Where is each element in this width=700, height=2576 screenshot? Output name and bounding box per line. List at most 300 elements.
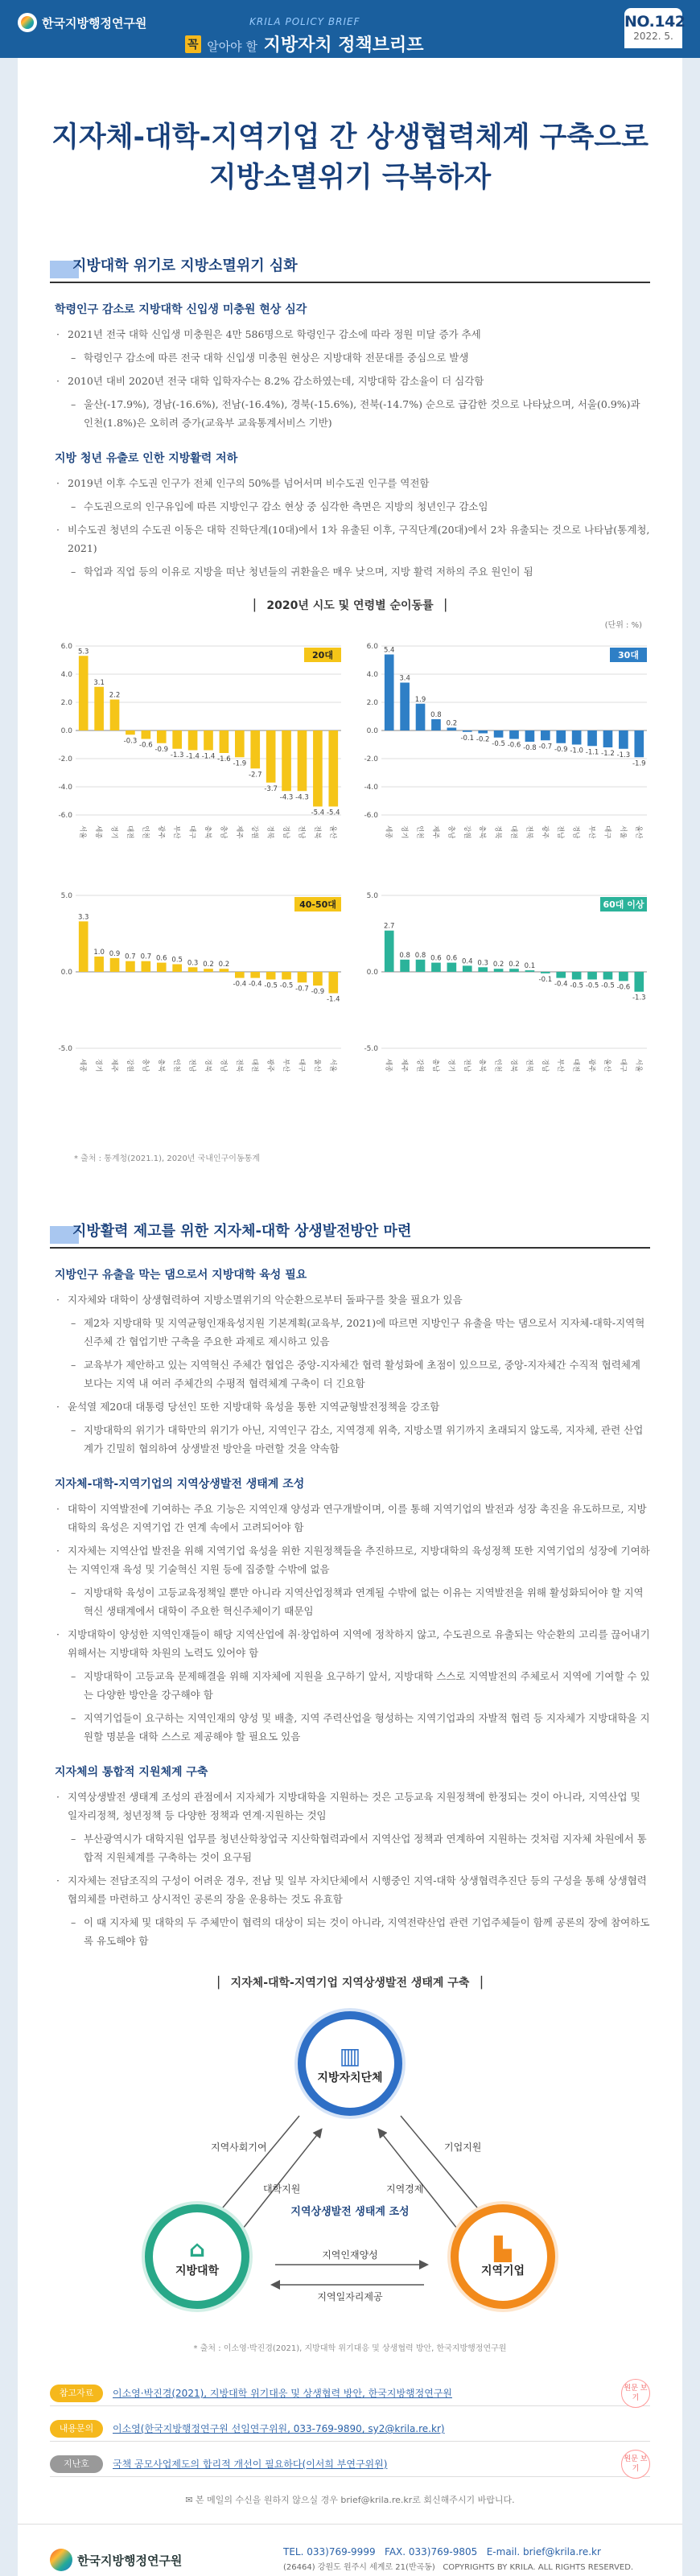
y-tick-label: -2.0 — [364, 755, 378, 763]
data-label: 0.2 — [446, 719, 458, 728]
bullet-mark: · — [56, 1874, 60, 1887]
bullet-mark: · — [56, 1294, 60, 1306]
x-tick-label: 전북 — [525, 825, 533, 839]
data-label: -0.5 — [601, 981, 615, 990]
bar — [587, 972, 597, 980]
y-tick-label: -6.0 — [364, 812, 378, 820]
org-logo[interactable] — [18, 13, 146, 32]
bullet-mark: – — [71, 500, 76, 512]
data-label: 0.5 — [171, 956, 183, 965]
data-label: -1.6 — [217, 755, 231, 763]
y-tick-label: 0.0 — [366, 969, 378, 977]
footer-tel: TEL. 033)769-9999 — [283, 2546, 376, 2557]
data-label: 0.3 — [477, 959, 488, 968]
reference-tag: 지난호 — [50, 2455, 103, 2473]
x-tick-label: 충남 — [141, 1059, 150, 1072]
x-tick-label: 전북 — [312, 825, 321, 839]
bar — [603, 730, 613, 747]
footer-copyright: COPYRIGHTS BY KRILA. ALL RIGHTS RESERVED. — [443, 2563, 634, 2572]
bar — [416, 704, 426, 730]
data-label: -4.3 — [279, 793, 294, 802]
bar — [172, 730, 182, 749]
section-2-heading: 지방활력 제고를 위한 지자체-대학 상생발전방안 마련 — [72, 1223, 412, 1240]
reference-row — [50, 2451, 650, 2477]
list-item — [50, 1500, 650, 1537]
data-label: 0.6 — [446, 954, 458, 963]
bullet-mark: – — [71, 1670, 76, 1682]
bar — [541, 730, 550, 740]
list-item — [50, 474, 650, 492]
list-item — [50, 1788, 650, 1825]
diagram-center-label: 지역상생발전 생태계 조성 — [290, 2206, 410, 2218]
bar — [572, 730, 582, 745]
item-text: 교육부가 제안하고 있는 지역혁신 주체간 협업은 중앙-지자체간 협력 활성화에 초점이 있으므로, 중앙-지자체간 수직적 협력체계보다는 지역 내 여러 주체간의 수평적 협력체계 구축이 더 긴요함 — [84, 1359, 640, 1389]
bar — [313, 730, 323, 807]
brief-main: 지방자치 정책브리프 — [263, 35, 424, 56]
bar — [220, 730, 229, 753]
x-tick-label: 경남 — [571, 825, 580, 839]
item-text: 윤석열 제20대 대통령 당선인 또한 지방대학 육성을 통한 지역균형발전정책을 강조함 — [68, 1401, 440, 1413]
list-item — [50, 1356, 650, 1393]
footer-logo[interactable] — [50, 2549, 211, 2571]
x-tick-label: 경남 — [540, 1059, 549, 1072]
list-item — [50, 1541, 650, 1578]
item-text: 지방대학이 고등교육 문제해결을 위해 지자체에 지원을 요구하기 앞서, 지방대학 스스로 지역발전의 주체로서 지역에 기여할 수 있는 다양한 방안을 강구해야 함 — [84, 1670, 650, 1701]
view-original-button[interactable]: 원문 보기 — [621, 2450, 650, 2479]
x-tick-label: 울산 — [312, 1059, 321, 1072]
x-tick-label: 경기 — [447, 1059, 455, 1072]
section-2-header — [50, 1220, 650, 1249]
unsubscribe-notice — [18, 2493, 682, 2525]
item-text: 2019년 이후 수도권 인구가 전체 인구의 50%를 넘어서며 비수도권 인구를 역전함 — [68, 477, 430, 489]
data-label: -1.9 — [233, 759, 247, 768]
bar — [157, 730, 167, 743]
data-label: -4.3 — [295, 793, 309, 802]
data-label: 2.7 — [383, 922, 395, 931]
bullet-mark: · — [56, 1628, 60, 1640]
x-tick-label: 전남 — [187, 1059, 196, 1072]
x-tick-label: 제주 — [109, 1059, 118, 1072]
x-tick-label: 울산 — [603, 1059, 611, 1072]
list-item — [50, 497, 650, 516]
bar — [478, 730, 488, 734]
list-item — [50, 1709, 650, 1746]
data-label: -0.6 — [507, 741, 521, 750]
x-tick-label: 전북 — [234, 1059, 243, 1072]
list-item — [50, 1667, 650, 1704]
arrow-line — [401, 2116, 481, 2212]
x-tick-label: 광주 — [156, 825, 165, 839]
reference-row — [50, 2416, 650, 2442]
bar — [603, 972, 613, 980]
x-tick-label: 충북 — [156, 1059, 165, 1072]
x-tick-label: 충북 — [204, 825, 212, 839]
data-label: -0.7 — [295, 985, 309, 994]
factory-icon: ▙ — [494, 2235, 512, 2262]
y-tick-label: -5.0 — [364, 1045, 378, 1053]
x-tick-label: 제주 — [400, 1059, 409, 1072]
data-label: -1.2 — [601, 750, 615, 758]
bar — [142, 730, 151, 739]
item-text: 지역상생발전 생태계 조성의 관점에서 지자체가 지방대학을 지원하는 것은 고등교육 지원정책에 한정되는 것이 아니라, 지역산업 및 일자리정책, 청년정책 등 다양한 정책과 연계·지원하는 것임 — [68, 1791, 640, 1821]
bar — [494, 730, 504, 738]
list-item — [50, 325, 650, 344]
edge-label: 지역사회기여 — [211, 2142, 267, 2153]
bar — [400, 683, 410, 731]
data-label: 3.1 — [93, 678, 105, 687]
bar — [250, 730, 260, 768]
y-tick-label: 4.0 — [60, 671, 72, 679]
list-item — [50, 1314, 650, 1351]
node-local-government — [298, 2011, 402, 2116]
footer-fax: FAX. 033)769-9805 — [385, 2546, 478, 2557]
edge-label: 지역일자리제공 — [317, 2291, 383, 2302]
data-label: -1.3 — [632, 994, 646, 1002]
page-title — [18, 117, 682, 198]
x-tick-label: 대구 — [603, 825, 611, 839]
y-tick-label: 0.0 — [60, 727, 72, 735]
data-label: 0.6 — [155, 954, 167, 963]
brief-mid: 알아야 할 — [207, 39, 257, 54]
bar — [298, 972, 307, 982]
bar — [416, 960, 426, 972]
data-label: 5.3 — [77, 648, 89, 656]
item-text: 울산(-17.9%), 경남(-16.6%), 전남(-16.4%), 경북(-15.6%), 전북(-14.7%) 순으로 급감한 것으로 나타났으며, 서울(0.9%)과 인천(1.8%)은 오히려 증가(교육부 교육통계서비스 기반) — [84, 398, 640, 429]
item-text: 이 때 지자체 및 대학의 두 주체만이 협력의 대상이 되는 것이 아니라, 지역전략산업 관련 기업주체들이 함께 공론의 장에 참여하도록 유도해야 함 — [84, 1916, 650, 1947]
bullet-mark: · — [56, 1791, 60, 1803]
bullet-mark: – — [71, 1712, 76, 1724]
bar — [400, 960, 410, 972]
data-label: -0.6 — [139, 741, 153, 750]
x-tick-label: 광주 — [266, 1059, 274, 1072]
item-text: 수도권으로의 인구유입에 따른 지방인구 감소 현상 중 심각한 측면은 지방의 청년인구 감소임 — [84, 500, 488, 512]
data-label: 0.7 — [140, 953, 152, 961]
y-tick-label: 6.0 — [366, 643, 378, 651]
list-item — [50, 1625, 650, 1662]
issue-date: 2022. 5. — [633, 31, 673, 42]
x-tick-label: 제주 — [234, 825, 243, 839]
item-text: 지자체는 지역산업 발전을 위해 지역기업 육성을 위한 지원정책들을 추진하므로, 지방대학의 육성정책 또한 지역기업의 성장에 기여하는 지역인재 육성 및 기술혁신 지원 등에 집중할 수밖에 없음 — [68, 1545, 650, 1575]
legend-label: 30대 — [618, 650, 639, 660]
bullet-mark: – — [71, 566, 76, 578]
data-label: 0.7 — [125, 953, 136, 961]
reference-row — [50, 2381, 650, 2406]
bullet-list — [50, 1500, 650, 1746]
x-tick-label: 대전 — [571, 1059, 580, 1072]
bar — [509, 969, 519, 972]
bullet-list — [50, 325, 650, 432]
bullet-mark: · — [56, 524, 60, 536]
item-text: 대학이 지역발전에 기여하는 주요 기능은 지역인재 양성과 연구개발이며, 이를 통해 지역기업의 발전과 성장 촉진을 유도하므로, 지방대학의 육성은 지역기업 간 연계 속에서 고려되어야 함 — [68, 1503, 647, 1533]
notice-text: 본 메일의 수신을 원하지 않으실 경우 brief@krila.re.kr로 회신해주시기 바랍니다. — [196, 2495, 515, 2505]
x-tick-label: 경남 — [282, 825, 290, 839]
bar — [188, 730, 198, 751]
item-text: 2021년 전국 대학 신입생 미충원은 4만 586명으로 학령인구 감소에 따라 정원 미달 증가 추세 — [68, 328, 481, 340]
item-text: 학업과 직업 등의 이유로 지방을 떠난 청년들의 귀환율은 매우 낮으며, 지방 활력 저하의 주요 원인이 됨 — [84, 566, 533, 578]
view-original-button[interactable]: 원문 보기 — [621, 2379, 650, 2408]
section-1-heading: 지방대학 위기로 지방소멸위기 심화 — [72, 257, 298, 274]
x-tick-label: 경북 — [493, 825, 502, 839]
x-tick-label: 전북 — [525, 1059, 533, 1072]
x-tick-label: 강원 — [125, 1059, 134, 1072]
list-item — [50, 521, 650, 558]
node-label: 지방자치단체 — [317, 2071, 383, 2084]
x-tick-label: 충남 — [430, 1059, 439, 1072]
data-label: 0.2 — [218, 961, 230, 969]
data-label: -0.8 — [523, 744, 537, 752]
bar — [266, 730, 276, 783]
legend-label: 20대 — [312, 650, 333, 660]
bar — [204, 969, 213, 972]
section-1-header — [50, 254, 650, 283]
footer-email[interactable]: E-mail. brief@krila.re.kr — [486, 2546, 601, 2557]
bar — [282, 730, 291, 791]
x-tick-label: 세종 — [384, 1059, 393, 1072]
x-tick-label: 인천 — [172, 1059, 181, 1072]
bar — [463, 965, 472, 972]
bar — [220, 969, 229, 972]
bar — [328, 730, 338, 807]
x-tick-label: 경기 — [94, 1059, 103, 1072]
bar — [188, 967, 198, 972]
x-tick-label: 세종 — [384, 825, 393, 839]
bar — [110, 700, 120, 731]
x-tick-label: 대전 — [125, 825, 134, 839]
x-tick-label: 인천 — [141, 825, 150, 839]
data-label: 0.2 — [203, 961, 214, 969]
data-label: -0.3 — [123, 737, 138, 746]
list-item — [50, 395, 650, 432]
list-item — [50, 562, 650, 581]
data-label: -0.2 — [476, 735, 490, 744]
building-icon: ▥ — [339, 2042, 361, 2069]
y-tick-label: 0.0 — [60, 969, 72, 977]
x-tick-label: 부산 — [282, 1059, 290, 1072]
x-tick-label: 서울 — [634, 1059, 643, 1072]
y-tick-label: 5.0 — [60, 892, 72, 900]
data-label: 1.0 — [93, 949, 105, 957]
bar — [94, 957, 104, 972]
item-text: 지방대학 육성이 고등교육정책일 뿐만 아니라 지역산업정책과 연계될 수밖에 없는 이유는 지역발전을 위해 활성화되어야 할 지역혁신 생태계에서 대학이 주요한 혁신주체이기 때문임 — [84, 1586, 644, 1617]
bullet-mark: – — [71, 1424, 76, 1436]
section-2-groups — [50, 1266, 650, 1950]
data-label: 0.6 — [430, 954, 442, 963]
item-text: 부산광역시가 대학지원 업무를 청년산학창업국 지산학협력과에서 지역산업 정책과 연계하여 지원하는 것처럼 지자체 차원에서 통합적 지원체계를 구축하는 것이 요구됨 — [84, 1833, 647, 1863]
legend-label: 40-50대 — [299, 899, 336, 910]
item-text: 비수도권 청년의 수도권 이동은 대학 진학단계(10대)에서 1차 유출된 이후, 구직단계(20대)에서 2차 유출되는 것으로 나타남(통계청, 2021) — [68, 524, 650, 554]
data-label: -0.7 — [538, 743, 553, 751]
bullet-mark: · — [56, 1545, 60, 1557]
list-item — [50, 1871, 650, 1908]
x-tick-label: 광주 — [540, 825, 549, 839]
x-tick-label: 광주 — [587, 1059, 596, 1072]
bar — [235, 972, 245, 978]
x-tick-label: 강원 — [415, 1059, 424, 1072]
x-tick-label: 대구 — [618, 1059, 627, 1072]
data-label: -0.5 — [570, 981, 583, 990]
bar — [478, 967, 488, 972]
bar — [587, 730, 597, 746]
title-line1: 지자체-대학-지역기업 간 상생협력체계 구축으로 — [51, 121, 649, 154]
chart-source: * 출처 : 통계청(2021.1), 2020년 국내인구이동통계 — [74, 1154, 260, 1163]
brief-sub: KRILA POLICY BRIEF — [249, 16, 360, 27]
edge-label: 지역경제 — [386, 2183, 424, 2195]
bar — [126, 730, 135, 735]
item-text: 제2차 지방대학 및 지역균형인재육성지원 기본계획(교육부, 2021)에 따르면 지방인구 유출을 막는 댐으로서 지자체-대학-지역혁신주체 간 협업기반 구축을 주요한 과제로 제시하고 있음 — [84, 1317, 645, 1348]
main-card — [18, 58, 682, 2576]
x-tick-label: 경남 — [219, 1059, 228, 1072]
bar — [282, 972, 291, 980]
footer-org: 한국지방행정연구원 — [77, 2553, 183, 2568]
x-tick-label: 인천 — [415, 825, 424, 839]
bar — [525, 970, 535, 972]
bullet-mark: · — [56, 477, 60, 489]
data-label: 0.1 — [524, 962, 536, 971]
data-label: -1.9 — [632, 759, 646, 768]
sub-heading: 지방인구 유출을 막는 댐으로서 지방대학 육성 필요 — [55, 1269, 307, 1282]
data-label: -0.9 — [154, 745, 169, 754]
sub-heading: 지자체의 통합적 지원체계 구축 — [55, 1766, 208, 1779]
bar — [447, 963, 457, 972]
data-label: -0.4 — [554, 980, 568, 989]
data-label: -1.1 — [585, 748, 599, 757]
bar — [328, 972, 338, 994]
data-label: 3.3 — [77, 913, 89, 922]
arrow-line — [219, 2116, 299, 2212]
reference-link[interactable]: 이소영·박진경(2021), 지방대학 위기대응 및 상생협력 방안, 한국지방행정연구원 — [113, 2388, 452, 2399]
x-tick-label: 경기 — [400, 825, 409, 839]
chart-title-text: 2020년 시도 및 연령별 순이동률 — [266, 599, 434, 612]
issue-no: NO.142 — [624, 13, 686, 31]
bar — [79, 921, 89, 972]
reference-link[interactable]: 이소영(한국지방행정연구원 선임연구위원, 033-769-9890, sy2@krila.re.kr) — [113, 2423, 445, 2434]
x-tick-label: 세종 — [78, 1059, 87, 1072]
x-tick-label: 대구 — [187, 825, 196, 839]
title-box — [18, 58, 682, 254]
data-label: -2.7 — [248, 771, 262, 780]
x-tick-label: 경북 — [509, 1059, 517, 1072]
y-tick-label: -4.0 — [364, 784, 378, 792]
bar — [619, 972, 628, 981]
data-label: 0.2 — [509, 961, 520, 969]
x-tick-label: 경북 — [204, 1059, 212, 1072]
x-tick-label: 전남 — [556, 825, 565, 839]
node-label: 지방대학 — [175, 2264, 220, 2278]
bullet-mark: · — [56, 375, 60, 387]
org-name: 한국지방행정연구원 — [42, 15, 147, 31]
x-tick-label: 경북 — [266, 825, 274, 839]
item-text: 학령인구 감소에 따른 전국 대학 신입생 미충원 현상은 지방대학 전문대를 중심으로 발생 — [84, 352, 469, 364]
bullet-list — [50, 1788, 650, 1950]
title-line2: 지방소멸위기 극복하자 — [208, 162, 492, 194]
data-label: 0.8 — [399, 951, 410, 960]
references — [50, 2381, 650, 2477]
charts-svg — [50, 630, 650, 1145]
y-tick-label: -5.0 — [58, 1045, 72, 1053]
issue-number — [624, 8, 686, 48]
data-label: 1.9 — [414, 695, 426, 704]
bar — [556, 730, 566, 743]
bullet-mark: · — [56, 328, 60, 340]
list-item — [50, 1397, 650, 1416]
ecosystem-diagram — [50, 1995, 650, 2333]
krila-logo-icon — [50, 2549, 72, 2571]
x-tick-label: 세종 — [94, 825, 103, 839]
x-tick-label: 서울 — [328, 1059, 337, 1072]
data-label: -5.4 — [311, 809, 325, 817]
list-item — [50, 1290, 650, 1309]
x-tick-label: 충북 — [478, 825, 487, 839]
reference-link[interactable]: 국책 공모사업제도의 합리적 개선이 필요하다(이서희 부연구위원) — [113, 2459, 388, 2470]
bar — [634, 730, 644, 757]
data-label: -3.7 — [264, 784, 278, 793]
krila-logo-icon — [18, 13, 37, 32]
data-label: -0.5 — [492, 739, 505, 748]
bar — [541, 972, 550, 973]
bar — [525, 730, 535, 742]
data-label: -1.3 — [170, 751, 184, 759]
bullet-list — [50, 1290, 650, 1458]
data-label: -1.0 — [570, 747, 583, 755]
bullet-mark: – — [71, 1586, 76, 1599]
bar — [385, 655, 394, 731]
mail-icon: ✉ — [185, 2495, 193, 2505]
x-tick-label: 충남 — [447, 825, 455, 839]
list-item — [50, 1583, 650, 1620]
bar — [431, 963, 441, 972]
bullet-mark: – — [71, 352, 76, 364]
bar — [431, 719, 441, 730]
bar — [509, 730, 519, 739]
diagram-title-text: 지자체-대학-지역기업 지역상생발전 생태계 구축 — [230, 1977, 470, 1990]
data-label: -0.9 — [554, 745, 568, 754]
data-label: -0.4 — [233, 980, 247, 989]
x-tick-label: 대전 — [250, 1059, 259, 1072]
data-label: 5.4 — [383, 646, 395, 655]
y-tick-label: 5.0 — [366, 892, 378, 900]
x-tick-label: 강원 — [462, 825, 471, 839]
bar — [126, 961, 135, 972]
legend-label: 60대 이상 — [603, 899, 644, 910]
data-label: 0.3 — [187, 959, 199, 968]
data-label: -1.4 — [201, 752, 216, 761]
item-text: 지방대학이 양성한 지역인재들이 해당 지역산업에 취·창업하여 지역에 정착하지 않고, 수도권으로 유출되는 악순환의 고리를 끊어내기 위해서는 지방대학 차원의 노력도 있어야 함 — [68, 1628, 650, 1659]
edge-label: 기업지원 — [444, 2142, 482, 2153]
y-tick-label: 2.0 — [366, 699, 378, 707]
x-tick-label: 충남 — [219, 825, 228, 839]
sub-heading: 학령인구 감소로 지방대학 신입생 미충원 현상 심각 — [55, 303, 307, 316]
bullet-mark: · — [56, 1401, 60, 1413]
item-text: 지역기업들이 요구하는 지역인재의 양성 및 배출, 지역 주력산업을 형성하는 지역기업과의 자발적 협력 등 지자체가 지방대학을 지원할 명분을 대학 스스로 제공해야 할 필요도 있음 — [84, 1712, 650, 1743]
bar — [634, 972, 644, 992]
data-label: -0.5 — [585, 981, 599, 990]
y-tick-label: -6.0 — [58, 812, 72, 820]
x-tick-label: 부산 — [556, 1059, 565, 1072]
sub-heading: 지방 청년 유출로 인한 지방활력 저하 — [55, 452, 238, 465]
x-tick-label: 울산 — [328, 825, 337, 839]
data-label: -0.1 — [460, 734, 475, 743]
x-tick-label: 대구 — [297, 1059, 306, 1072]
data-label: 0.4 — [461, 957, 473, 966]
bar — [447, 728, 457, 731]
y-tick-label: 4.0 — [366, 671, 378, 679]
edge-label: 대학지원 — [263, 2183, 301, 2195]
edge-label: 지역인재양성 — [322, 2249, 378, 2261]
data-label: -0.4 — [248, 980, 262, 989]
data-label: -0.6 — [616, 983, 631, 992]
item-text: 2010년 대비 2020년 전국 대학 입학자수는 8.2% 감소하였는데, 지방대학 감소율이 더 심각함 — [68, 375, 484, 387]
x-tick-label: 강원 — [250, 825, 259, 839]
